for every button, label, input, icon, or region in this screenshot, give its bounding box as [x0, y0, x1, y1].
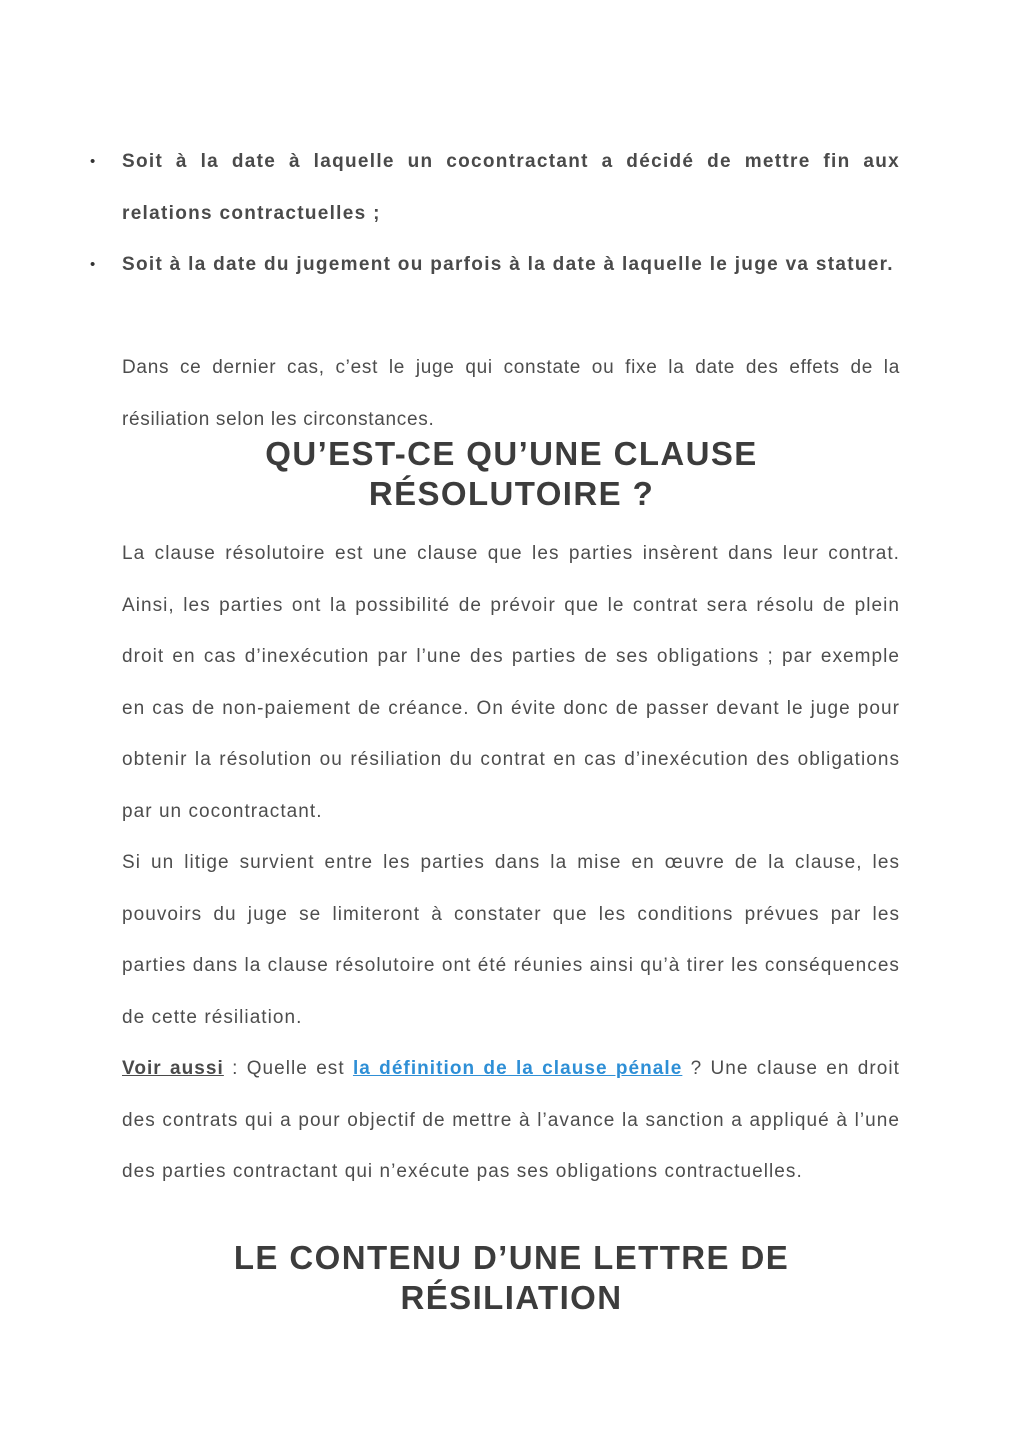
bullet-icon: •: [90, 153, 97, 170]
bullet-list: [88, 136, 900, 291]
heading-termination-letter-content: [150, 1238, 873, 1318]
bullet-text: Soit à la date à laquelle un cocontractant a décidé de mettre fin aux relations contractuelles ;: [122, 151, 900, 224]
see-also-text-after: ? Une clause en droit des contrats qui a pour objectif de mettre à l’avance la sanction a appliqué à l’une des parties contractant qui n’exécute pas ses obligations contractuelles.: [122, 1058, 900, 1183]
penalty-clause-definition-link[interactable]: la définition de la clause pénale: [352, 1058, 683, 1079]
bullet-item: [88, 136, 900, 239]
bullet-icon: •: [90, 256, 97, 274]
heading-line: RÉSOLUTOIRE ?: [368, 475, 655, 512]
see-also-text-before: : Quelle est: [223, 1058, 353, 1079]
heading-clause-resolutoire: [150, 434, 873, 514]
paragraph-effects-date: Dans ce dernier cas, c’est le juge qui constate ou fixe la date des effets de la résiliation selon les circonstances.: [122, 357, 900, 430]
paragraph-judge-powers: Si un litige survient entre les parties dans la mise en œuvre de la clause, les pouvoirs du juge se limiteront à constater que les conditions prévues par les parties dans la clause résolutoire ont été réunies ainsi qu’à tirer les conséquences de cette résiliation.: [122, 852, 900, 1028]
paragraph-clause-definition: La clause résolutoire est une clause que les parties insèrent dans leur contrat. Ainsi, les parties ont la possibilité de prévoir que le contrat sera résolu de plein droit en cas d’inexécution par l’une des parties de ses obligations ; par exemple en cas de non-paiement de créance. On évite donc de passer devant le juge pour obtenir la résolution ou résiliation du contrat en cas d’inexécution des obligations par un cocontractant.: [122, 543, 900, 822]
bullet-text: Soit à la date du jugement ou parfois à la date à laquelle le juge va statuer.: [122, 254, 894, 276]
heading-line: RÉSILIATION: [400, 1279, 623, 1316]
heading-line: LE CONTENU D’UNE LETTRE DE: [233, 1239, 790, 1276]
paragraph-see-also: [122, 1043, 900, 1198]
heading-line: QU’EST-CE QU’UNE CLAUSE: [265, 435, 758, 472]
bullet-item: [88, 239, 900, 291]
see-also-label: Voir aussi: [122, 1058, 224, 1079]
